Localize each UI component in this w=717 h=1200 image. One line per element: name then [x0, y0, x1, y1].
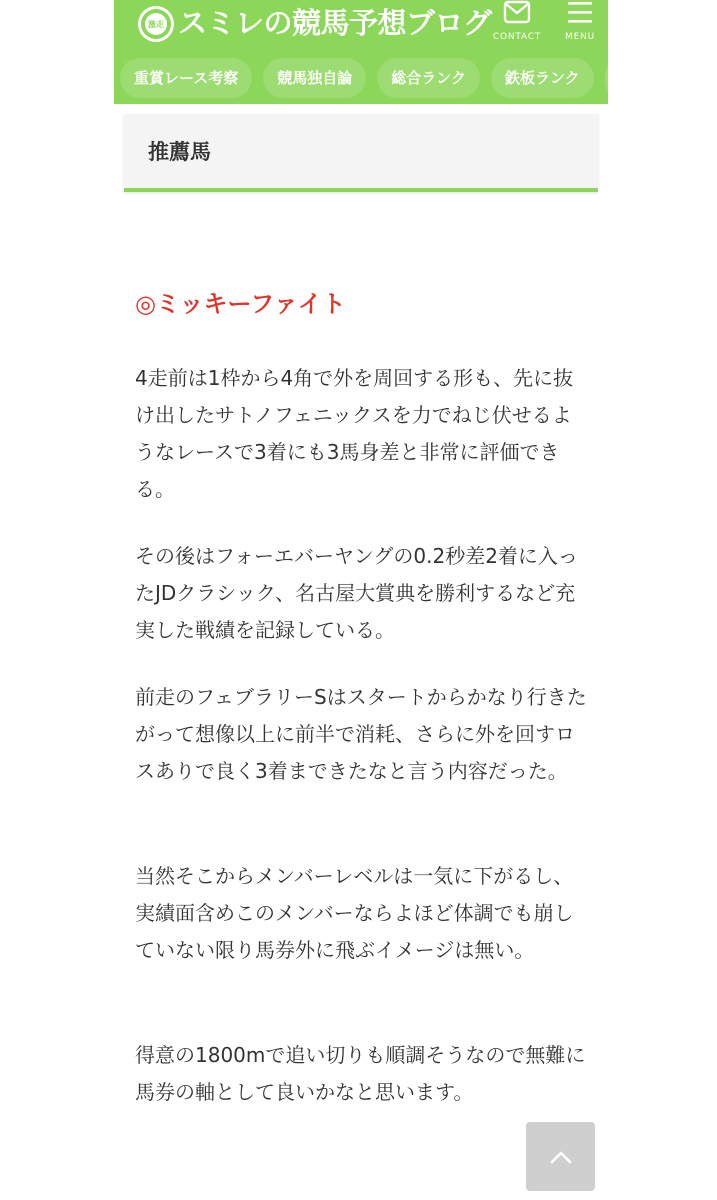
nav-item-overflow[interactable] — [605, 58, 608, 98]
mail-icon — [503, 0, 531, 24]
nav-item-dokujiron[interactable]: 競馬独自論 — [263, 58, 366, 98]
site-title[interactable]: スミレの競馬予想ブログ — [178, 6, 492, 40]
menu-label: MENU — [565, 32, 595, 42]
section-title: 推薦馬 — [148, 140, 211, 164]
horse-heading: ◎ミッキーファイト — [135, 290, 346, 318]
paragraph-1: 4走前は1枠から4角で外を周回する形も、先に抜け出したサトノフェニックスを力でねじ伏せるようなレースで3着にも3馬身差と非常に評価できる。 — [135, 366, 574, 501]
nav-item-teppan-rank[interactable]: 鉄板ランク — [491, 58, 594, 98]
contact-label: CONTACT — [492, 32, 542, 42]
paragraph-4: 当然そこからメンバーレベルは一気に下がるし、実績面含めこのメンバーならよほど体調でも崩していない限り馬券外に飛ぶイメージは無い。 — [135, 864, 574, 962]
logo-text: 激走 — [148, 19, 164, 29]
logo-emblem — [145, 13, 167, 35]
nav-item-sogo-rank[interactable]: 総合ランク — [377, 58, 480, 98]
contact-button[interactable] — [484, 0, 550, 48]
back-to-top-button[interactable] — [526, 1122, 595, 1191]
nav-item-jusho[interactable]: 重賞レース考察 — [120, 58, 252, 98]
menu-button[interactable] — [558, 0, 602, 48]
section-heading-box — [124, 114, 598, 192]
category-nav — [120, 58, 608, 100]
paragraph-3: 前走のフェブラリーSはスタートからかなり行きたがって想像以上に前半で消耗、さらに外を回すロスありで良く3着まできたなと言う内容だった。 — [135, 685, 587, 783]
chevron-up-icon — [549, 1149, 573, 1165]
site-header — [114, 0, 608, 104]
site-logo[interactable] — [138, 6, 174, 42]
paragraph-2: その後はフォーエバーヤングの0.2秒差2着に入ったJDクラシック、名古屋大賞典を勝利するなど充実した戦績を記録している。 — [135, 544, 578, 642]
paragraph-5: 得意の1800mで追い切りも順調そうなので無難に馬券の軸として良いかなと思います。 — [135, 1043, 586, 1104]
hamburger-icon — [567, 0, 593, 24]
